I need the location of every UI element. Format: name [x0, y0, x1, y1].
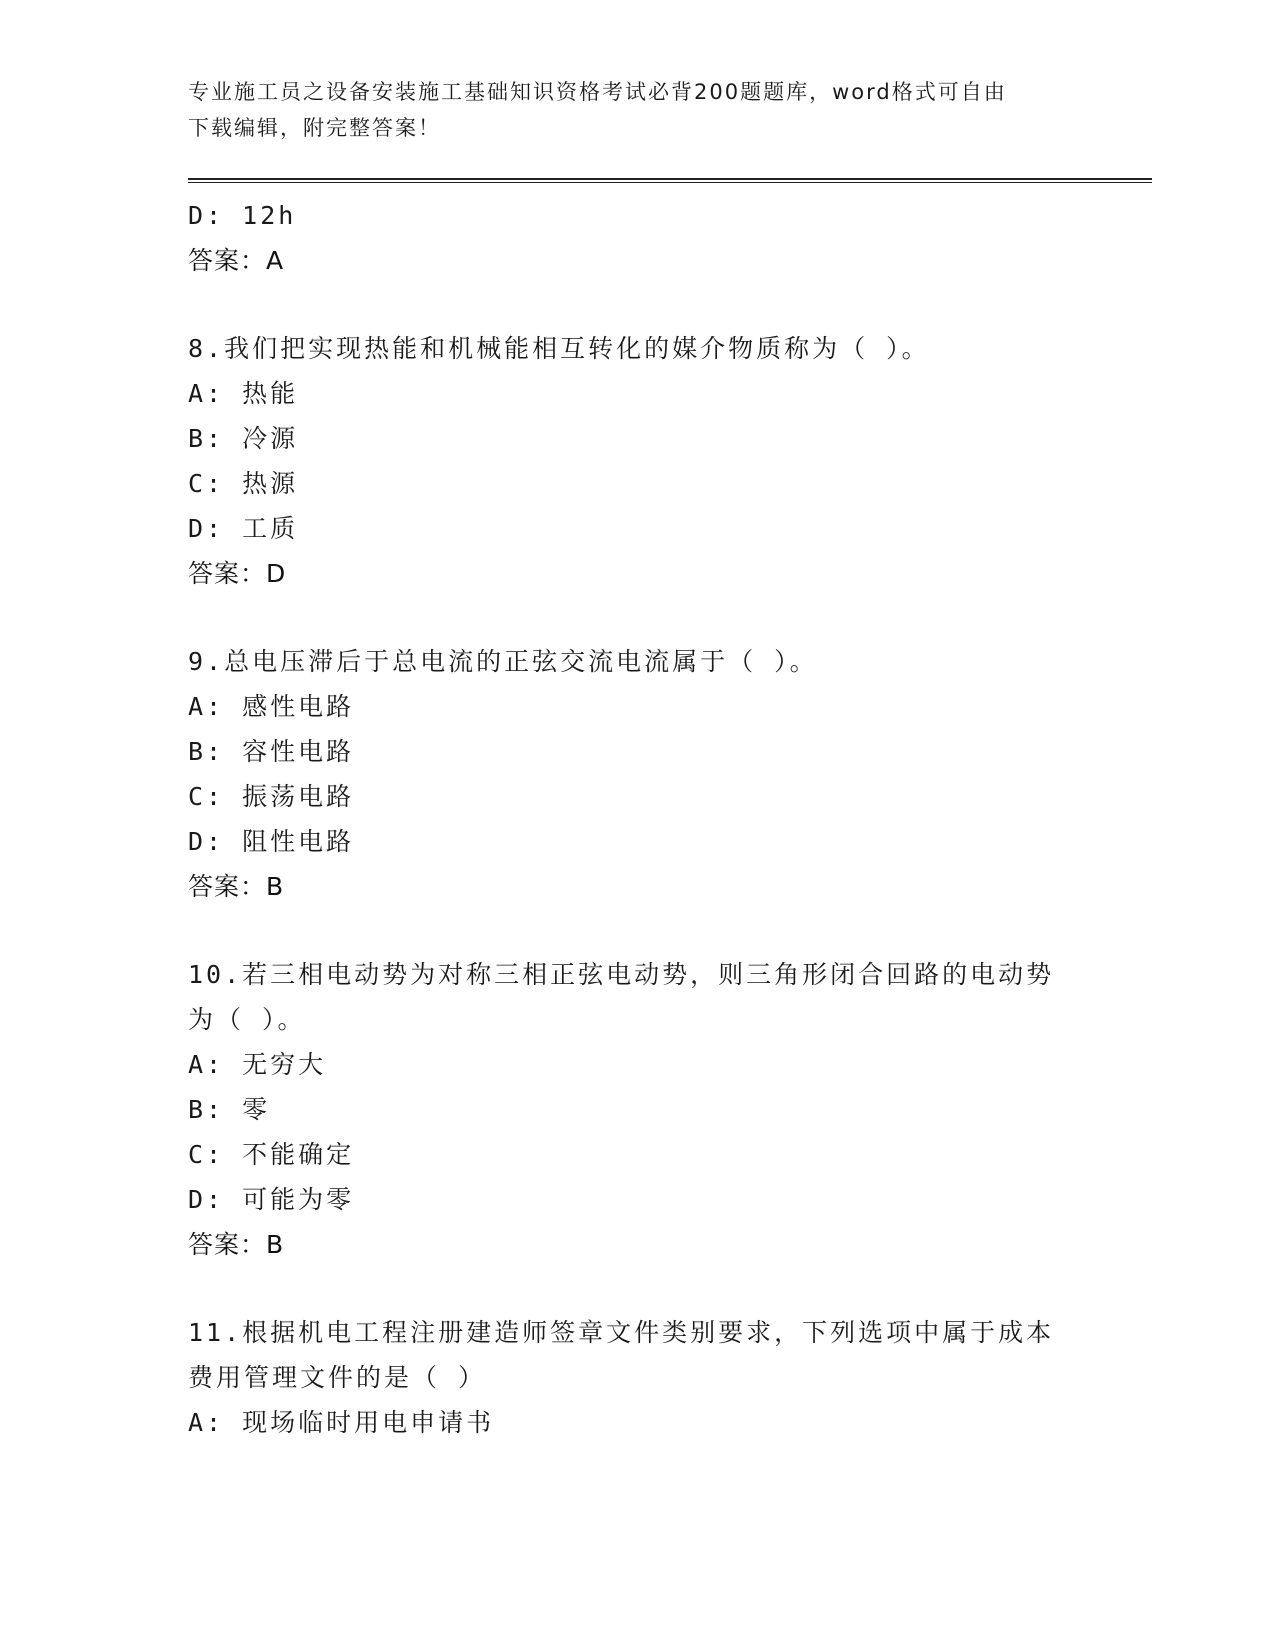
stem-line: 9.总电压滞后于总电流的正弦交流电流属于（ ）。 [188, 647, 818, 676]
option-d-carryover: D: 12h [188, 201, 297, 230]
question-stem-8 [188, 326, 1088, 371]
answer-8: 答案：D [188, 559, 287, 588]
question-stem-11 [188, 1310, 1088, 1400]
option-b: B: 容性电路 [188, 737, 355, 766]
option-a: A: 热能 [188, 379, 299, 408]
stem-line: 为（ ）。 [188, 1005, 306, 1034]
spacer [188, 597, 1088, 639]
option-a: A: 现场临时用电申请书 [188, 1408, 495, 1437]
spacer [188, 910, 1088, 952]
question-list [188, 193, 1088, 1445]
stem-line: 10.若三相电动势为对称三相正弦电动势，则三角形闭合回路的电动势 [188, 960, 1055, 989]
question-stem-10 [188, 952, 1088, 1042]
option-a: A: 感性电路 [188, 692, 355, 721]
stem-line: 11.根据机电工程注册建造师签章文件类别要求，下列选项中属于成本 [188, 1318, 1055, 1347]
document-header [188, 74, 1088, 146]
option-d: D: 工质 [188, 514, 299, 543]
answer-carryover: 答案：A [188, 246, 285, 275]
stem-line: 费用管理文件的是（ ） [188, 1363, 487, 1392]
option-d: D: 可能为零 [188, 1185, 355, 1214]
option-c: C: 热源 [188, 469, 299, 498]
spacer [188, 284, 1088, 326]
answer-9: 答案：B [188, 872, 285, 901]
option-c: C: 振荡电路 [188, 782, 355, 811]
header-line-1: 专业施工员之设备安装施工基础知识资格考试必背200题题库，word格式可自由 [188, 80, 1007, 104]
question-stem-9 [188, 639, 1088, 684]
option-d: D: 阻性电路 [188, 827, 355, 856]
stem-line: 8.我们把实现热能和机械能相互转化的媒介物质称为（ ）。 [188, 334, 930, 363]
option-c: C: 不能确定 [188, 1140, 355, 1169]
option-b: B: 冷源 [188, 424, 299, 453]
header-line-2: 下载编辑，附完整答案！ [188, 116, 441, 140]
answer-10: 答案：B [188, 1230, 285, 1259]
option-a: A: 无穷大 [188, 1050, 327, 1079]
option-b: B: 零 [188, 1095, 271, 1124]
spacer [188, 1268, 1088, 1310]
header-divider [188, 178, 1152, 183]
